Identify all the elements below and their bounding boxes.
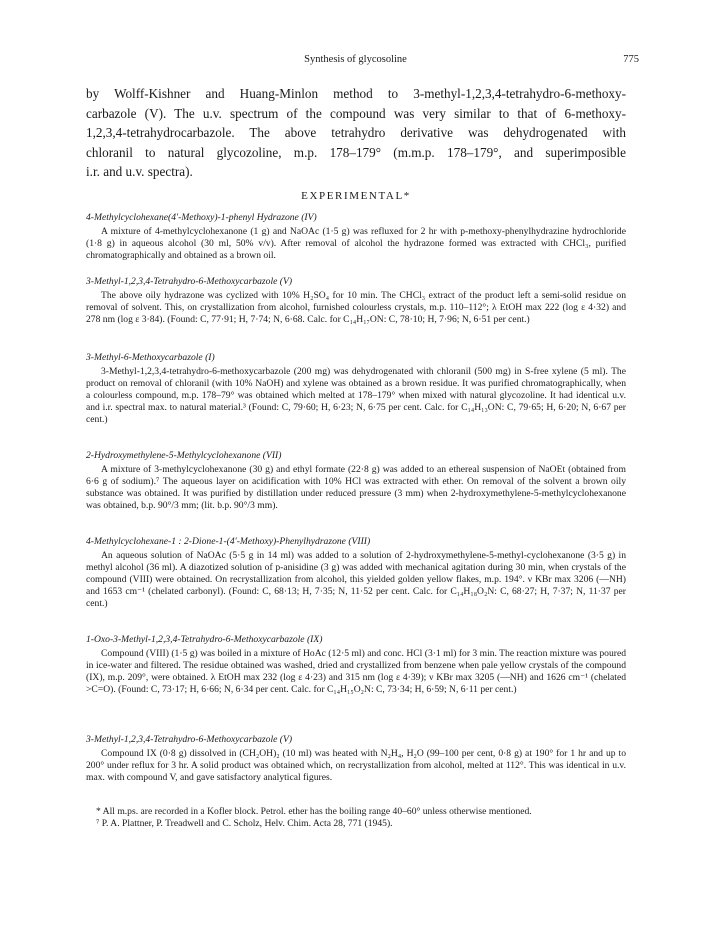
section-heading: 1-Oxo-3-Methyl-1,2,3,4-Tetrahydro-6-Methoxycarbazole (IX) bbox=[86, 634, 323, 645]
section-heading: 3-Methyl-6-Methoxycarbazole (I) bbox=[86, 352, 215, 363]
section-heading: 3-Methyl-1,2,3,4-Tetrahydro-6-Methoxycarbazole (V) bbox=[86, 276, 293, 287]
section-oxo-ix bbox=[86, 634, 626, 696]
section-tetrahydrocarbazole-v bbox=[86, 276, 626, 326]
intro-line: 1,2,3,4-tetrahydrocarbazole. The above tetrahydro derivative was dehydrogenated with bbox=[86, 125, 626, 140]
intro-paragraph bbox=[86, 84, 626, 182]
experimental-heading: EXPERIMENTAL* bbox=[301, 190, 411, 202]
intro-line: carbazole (V). The u.v. spectrum of the compound was very similar to that of 6-methoxy- bbox=[86, 105, 626, 121]
section-tetrahydrocarbazole-v-alt bbox=[86, 734, 626, 784]
footnote-mp: * All m.ps. are recorded in a Kofler block. Petrol. ether has the boiling range 40–60° unless otherwise mentioned. bbox=[96, 806, 532, 817]
section-hydroxymethylene-vii bbox=[86, 450, 626, 512]
running-header bbox=[72, 54, 639, 70]
running-title: Synthesis of glycosoline bbox=[304, 54, 407, 65]
intro-line: i.r. and u.v. spectra). bbox=[86, 164, 193, 179]
section-body: 3-Methyl-1,2,3,4-tetrahydro-6-methoxycarbazole (200 mg) was dehydrogenated with chloranil (500 mg) in S-free xylene (5 ml). The product on removal of chloranil (with 10% NaOH) and xylene was obtained as a brown residue. It was purified chromatographically, when a colourless compound, m.p. 178–79° was obtained which melted at 178–179° when mixed with natural glycozoline. It had identical u.v. and i.r. spectral max. to natural material.³ (Found: C, 79·60; H, 6·23; N, 6·75 per cent. Calc. for C₁₄H₁₃ON: C, 79·65; H, 6·20; N, 6·67 per cent.) bbox=[86, 365, 626, 425]
section-dione-viii bbox=[86, 536, 626, 609]
intro-line: by Wolff-Kishner and Huang-Minlon method to 3-methyl-1,2,3,4-tetrahydro-6-methoxy- bbox=[86, 86, 626, 101]
section-heading: 3-Methyl-1,2,3,4-Tetrahydro-6-Methoxycarbazole (V) bbox=[86, 734, 293, 745]
section-methoxycarbazole-i bbox=[86, 352, 626, 425]
footnotes bbox=[86, 806, 626, 830]
section-heading: 4-Methylcyclohexane(4′-Methoxy)-1-phenyl Hydrazone (IV) bbox=[86, 212, 317, 223]
section-body: Compound IX (0·8 g) dissolved in (CH₂OH)₂ (10 ml) was heated with N₂H₄, H₂O (99–100 per cent, 0·8 g) at 190° for 1 hr and up to 200° under reflux for 3 hr. A solid product was obtained which, on recrystallization from alcohol, melted at 112°. This was identical in u.v. max. with compound V, and gave satisfactory analytical figures. bbox=[86, 747, 626, 783]
section-body: A mixture of 4-methylcyclohexanone (1 g) and NaOAc (1·5 g) was refluxed for 2 hr with p-methoxy-phenylhydrazine hydrochloride (1·8 g) in aqueous alcohol (30 ml, 50% v/v). After removal of alcohol the hydrazone formed was extracted with CHCl₃, purified chromatographically and obtained as a brown oil. bbox=[86, 225, 626, 261]
intro-line: chloranil to natural glycozoline, m.p. 178–179° (m.m.p. 178–179°, and superimposible bbox=[86, 144, 626, 160]
footnote-reference-7: ⁷ P. A. Plattner, P. Treadwell and C. Scholz, Helv. Chim. Acta 28, 771 (1945). bbox=[96, 818, 393, 829]
section-body: The above oily hydrazone was cyclized with 10% H₂SO₄ for 10 min. The CHCl₃ extract of the product left a semi-solid residue on removal of solvent. This, on crystallization from alcohol, furnished colourless crystals, m.p. 110–112°; λ EtOH max 222 (log ε 4·32) and 278 nm (log ε 3·84). (Found: C, 77·91; H, 7·74; N, 6·68. Calc. for C₁₄H₁₇ON: C, 78·10; H, 7·96; N, 6·51 per cent.) bbox=[86, 289, 626, 325]
section-heading: 4-Methylcyclohexane-1 : 2-Dione-1-(4′-Methoxy)-Phenylhydrazone (VIII) bbox=[86, 536, 371, 547]
section-body: Compound (VIII) (1·5 g) was boiled in a mixture of HoAc (12·5 ml) and conc. HCl (3·1 ml) for 3 min. The reaction mixture was poured in ice-water and filtered. The residue obtained was washed, dried and crystallized from benzene when pale yellow crystals of the compound (IX), m.p. 209°, were obtained. λ EtOH max 232 (log ε 4·23) and 315 nm (log ε 4·39); ν KBr max 3205 (—NH) and 1626 cm⁻¹ (chelated >C=O). (Found: C, 73·17; H, 6·66; N, 6·34 per cent. Calc. for C₁₄H₁₅O₂N: C, 73·34; H, 6·59; N, 6·11 per cent.) bbox=[86, 647, 626, 695]
section-body: An aqueous solution of NaOAc (5·5 g in 14 ml) was added to a solution of 2-hydroxymethylene-5-methyl-cyclohexanone (3·5 g) in methyl alcohol (36 ml). A diazotized solution of p-anisidine (3 g) was added with mechanical agitation during 30 min, when crystals of the compound (VIII) were obtained. On recrystallization from alcohol, this yielded golden yellow flakes, m.p. 194°. ν KBr max 3206 (—NH) and 1653 cm⁻¹ (chelated carbonyl). (Found: C, 68·13; H, 7·35; N, 11·52 per cent. Calc. for C₁₄H₁₈O₂N: C, 68·27; H, 7·37; N, 11·37 per cent.) bbox=[86, 549, 626, 609]
section-body: A mixture of 3-methylcyclohexanone (30 g) and ethyl formate (22·8 g) was added to an ethereal suspension of NaOEt (obtained from 6·6 g of sodium).⁷ The aqueous layer on acidification with 10% HCl was extracted with ether. On removal of the solvent a brown oily substance was obtained. It was purified by distillation under reduced pressure (3 mm) when 2-hydroxymethylene-5-methylcyclohexanone was obtained, b.p. 90°/3 mm; (lit. b.p. 90°/3 mm). bbox=[86, 463, 626, 511]
page-number: 775 bbox=[623, 54, 639, 65]
section-heading: 2-Hydroxymethylene-5-Methylcyclohexanone (VII) bbox=[86, 450, 282, 461]
section-hydrazone-iv bbox=[86, 212, 626, 262]
